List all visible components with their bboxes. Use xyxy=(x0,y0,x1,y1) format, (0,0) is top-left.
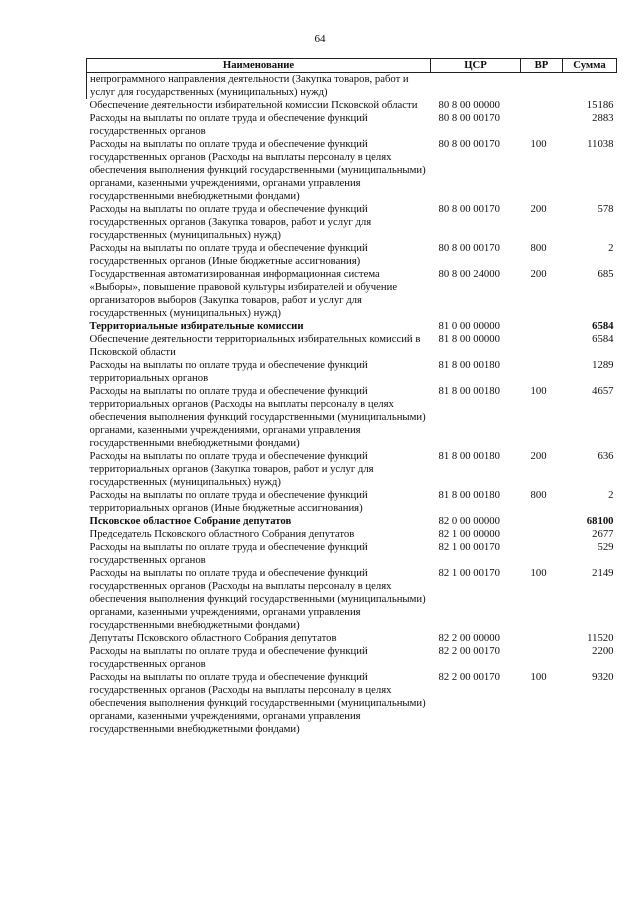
row-csr: 82 1 00 00000 xyxy=(438,528,500,540)
table-row xyxy=(87,645,617,671)
row-name: Расходы на выплаты по оплате труда и обеспечение функций государственных органов xyxy=(89,112,368,137)
row-vr xyxy=(521,528,563,541)
row-csr: 80 8 00 00170 xyxy=(438,203,500,215)
row-sum: 1289 xyxy=(592,359,614,371)
row-sum: 6584 xyxy=(592,320,614,332)
table-row xyxy=(87,99,617,112)
row-vr xyxy=(521,333,563,359)
row-name: Расходы на выплаты по оплате труда и обеспечение функций территориальных органов (Закупка товаров, работ и услуг для государственных (муниципальных) нужд) xyxy=(89,450,374,488)
row-sum: 2149 xyxy=(592,567,614,579)
table-row xyxy=(87,567,617,632)
row-sum: 2200 xyxy=(592,645,614,657)
row-name: Расходы на выплаты по оплате труда и обеспечение функций государственных органов xyxy=(89,645,368,670)
row-name: Председатель Псковского областного Собрания депутатов xyxy=(89,528,355,540)
row-sum: 11520 xyxy=(587,632,614,644)
table-row xyxy=(87,528,617,541)
table-row xyxy=(87,73,617,100)
row-sum: 685 xyxy=(597,268,614,280)
row-sum: 11038 xyxy=(587,138,614,150)
row-sum: 2677 xyxy=(592,528,614,540)
row-name: Расходы на выплаты по оплате труда и обеспечение функций территориальных органов xyxy=(89,359,368,384)
row-sum: 636 xyxy=(597,450,614,462)
table-row xyxy=(87,541,617,567)
row-csr: 81 8 00 00180 xyxy=(438,385,500,397)
row-sum: 2 xyxy=(608,242,614,254)
row-name: Государственная автоматизированная информационная система «Выборы», повышение правовой культуры избирателей и обучение организаторов выборов (Закупка товаров, работ и услуг для государственных (муниципальных) нужд) xyxy=(89,268,398,319)
row-sum: 68100 xyxy=(586,515,614,527)
row-vr xyxy=(521,73,563,100)
row-csr: 81 0 00 00000 xyxy=(438,320,500,332)
row-vr: 800 xyxy=(530,242,547,254)
row-csr: 82 1 00 00170 xyxy=(438,567,500,579)
row-name: Территориальные избирательные комиссии xyxy=(89,320,304,332)
row-csr: 80 8 00 00170 xyxy=(438,242,500,254)
table-row xyxy=(87,320,617,333)
row-name: Расходы на выплаты по оплате труда и обеспечение функций государственных органов xyxy=(89,541,368,566)
row-csr: 82 0 00 00000 xyxy=(438,515,500,527)
row-sum: 2 xyxy=(608,489,614,501)
row-name: непрограммного направления деятельности (Закупка товаров, работ и услуг для государственных (муниципальных) нужд) xyxy=(87,73,431,100)
row-vr: 200 xyxy=(530,450,547,462)
row-csr: 80 8 00 00170 xyxy=(438,112,500,124)
row-sum: 9320 xyxy=(592,671,614,683)
row-vr xyxy=(521,320,563,333)
table-row xyxy=(87,632,617,645)
row-name: Расходы на выплаты по оплате труда и обеспечение функций государственных органов (Иные бюджетные ассигнования) xyxy=(89,242,368,267)
row-csr: 80 8 00 00000 xyxy=(438,99,500,111)
row-name: Обеспечение деятельности территориальных избирательных комиссий в Псковской области xyxy=(89,333,421,358)
row-vr: 100 xyxy=(530,385,547,397)
row-name: Расходы на выплаты по оплате труда и обеспечение функций территориальных органов (Иные бюджетные ассигнования) xyxy=(89,489,368,514)
row-name: Расходы на выплаты по оплате труда и обеспечение функций государственных органов (Закупка товаров, работ и услуг для государственных (муниципальных) нужд) xyxy=(89,203,372,241)
row-csr: 82 1 00 00170 xyxy=(438,541,500,553)
table-row xyxy=(87,112,617,138)
row-name: Псковское областное Собрание депутатов xyxy=(89,515,292,527)
row-csr: 82 2 00 00000 xyxy=(438,632,500,644)
table-row xyxy=(87,242,617,268)
row-csr: 81 8 00 00180 xyxy=(438,489,500,501)
table-header-row xyxy=(87,59,617,73)
table-row xyxy=(87,359,617,385)
row-csr: 81 8 00 00180 xyxy=(438,450,500,462)
table-row xyxy=(87,138,617,203)
table-row xyxy=(87,671,617,736)
row-vr: 200 xyxy=(530,268,547,280)
table-row xyxy=(87,515,617,528)
row-vr: 800 xyxy=(530,489,547,501)
table-body xyxy=(87,73,617,737)
row-name: Расходы на выплаты по оплате труда и обеспечение функций территориальных органов (Расходы на выплаты персоналу в целях обеспечения выполнения функций государственными (муниципальными) органами, казенными учреждениями, органами управления государственными внебюджетными фондами) xyxy=(89,385,426,449)
row-csr: 82 2 00 00170 xyxy=(438,671,500,683)
row-csr: 81 8 00 00000 xyxy=(438,333,500,345)
row-csr: 81 8 00 00180 xyxy=(438,359,500,371)
row-vr xyxy=(521,359,563,385)
row-vr xyxy=(521,515,563,528)
row-name: Расходы на выплаты по оплате труда и обеспечение функций государственных органов (Расходы на выплаты персоналу в целях обеспечения выполнения функций государственными (муниципальными) органами, казенными учреждениями, органами управления государственными внебюджетными фондами) xyxy=(89,671,426,735)
row-vr: 200 xyxy=(530,203,547,215)
row-vr: 100 xyxy=(530,138,547,150)
row-sum: 4657 xyxy=(592,385,614,397)
table-row xyxy=(87,268,617,320)
row-vr: 100 xyxy=(530,567,547,579)
row-name: Депутаты Псковского областного Собрания депутатов xyxy=(89,632,337,644)
row-vr xyxy=(521,99,563,112)
row-vr: 100 xyxy=(530,671,547,683)
table-row xyxy=(87,489,617,515)
row-csr: 80 8 00 00170 xyxy=(438,138,500,150)
table-row xyxy=(87,385,617,450)
row-sum xyxy=(563,73,617,100)
row-sum: 578 xyxy=(597,203,614,215)
row-name: Расходы на выплаты по оплате труда и обеспечение функций государственных органов (Расходы на выплаты персоналу в целях обеспечения выполнения функций государственными (муниципальными) органами, казенными учреждениями, органами управления государственными внебюджетными фондами) xyxy=(89,138,426,202)
row-sum: 2883 xyxy=(592,112,614,124)
table-row xyxy=(87,450,617,489)
header-sum: Сумма xyxy=(563,59,617,73)
budget-table xyxy=(86,58,617,736)
table-row xyxy=(87,333,617,359)
row-sum: 15186 xyxy=(586,99,614,111)
row-vr xyxy=(521,541,563,567)
row-name: Обеспечение деятельности избирательной комиссии Псковской области xyxy=(89,99,418,111)
page-number: 64 xyxy=(314,33,326,45)
row-vr xyxy=(521,645,563,671)
row-vr xyxy=(521,112,563,138)
row-sum: 529 xyxy=(597,541,614,553)
header-vr: ВР xyxy=(521,59,563,73)
row-sum: 6584 xyxy=(592,333,614,345)
table-row xyxy=(87,203,617,242)
row-name: Расходы на выплаты по оплате труда и обеспечение функций государственных органов (Расходы на выплаты персоналу в целях обеспечения выполнения функций государственными (муниципальными) органами, казенными учреждениями, органами управления государственными внебюджетными фондами) xyxy=(89,567,426,631)
header-csr: ЦСР xyxy=(431,59,521,73)
row-vr xyxy=(521,632,563,645)
header-name: Наименование xyxy=(87,59,431,73)
row-csr xyxy=(431,73,521,100)
row-csr: 80 8 00 24000 xyxy=(438,268,500,280)
row-csr: 82 2 00 00170 xyxy=(438,645,500,657)
